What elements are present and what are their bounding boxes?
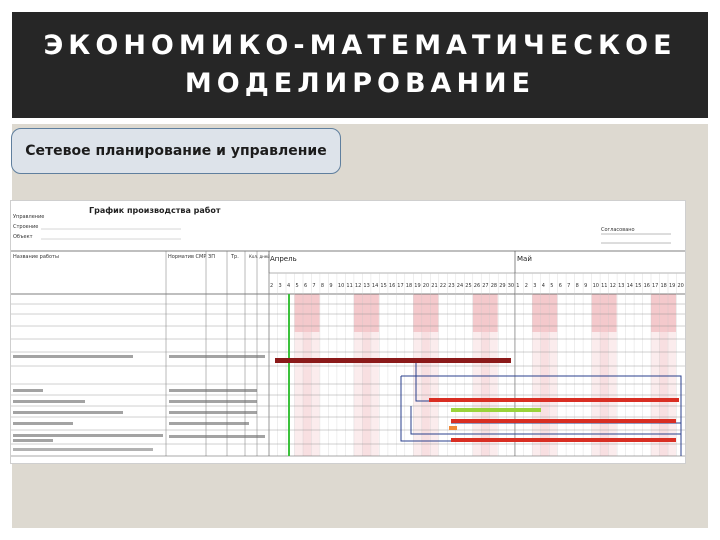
- day-label: 10: [337, 283, 345, 289]
- slide-header: [12, 12, 708, 118]
- day-label: 8: [320, 283, 325, 289]
- day-label: 5: [295, 283, 299, 289]
- milestone-marker: [449, 426, 457, 430]
- meta-label-management: Управление: [13, 214, 45, 220]
- day-label: 20: [422, 283, 430, 289]
- day-label: 3: [533, 283, 537, 289]
- weekend-cell: [362, 294, 379, 332]
- day-label: 8: [575, 283, 579, 289]
- gantt-title: График производства работ: [89, 206, 221, 215]
- day-label: 11: [601, 283, 608, 289]
- weekend-cell: [660, 294, 677, 332]
- month-may: Май: [517, 255, 532, 263]
- day-label: 26: [473, 283, 481, 289]
- weekend-cell: [481, 294, 498, 332]
- day-label: 4: [287, 283, 291, 289]
- day-label: 20: [677, 283, 684, 289]
- day-label: 2: [270, 283, 274, 289]
- column-header-name: Название работы: [13, 254, 59, 260]
- day-label: 30: [507, 283, 515, 289]
- day-label: 24: [456, 283, 464, 289]
- task-bar-1: [429, 398, 679, 402]
- day-label: 16: [388, 283, 396, 289]
- gantt-chart-image: [10, 200, 686, 464]
- task-bar-2: [451, 419, 676, 423]
- day-label: 28: [490, 283, 498, 289]
- day-label: 4: [541, 283, 545, 289]
- column-header-wage: ЗП: [208, 254, 215, 260]
- gantt-chart-svg: [11, 201, 685, 463]
- day-label: 22: [439, 283, 447, 289]
- meta-label-building: Строение: [13, 224, 39, 230]
- day-label: 18: [660, 283, 667, 289]
- weekend-cell-light: [422, 332, 439, 456]
- day-labels: [270, 283, 684, 289]
- day-label: 18: [405, 283, 413, 289]
- column-header-days: Кол. дней: [249, 254, 270, 259]
- day-label: 10: [592, 283, 599, 289]
- day-label: 6: [304, 283, 308, 289]
- day-label: 13: [363, 283, 370, 289]
- day-label: 11: [346, 283, 353, 289]
- day-label: 2: [524, 283, 528, 289]
- day-label: 5: [550, 283, 554, 289]
- column-header-labor: Тр.: [231, 254, 239, 260]
- subtitle-text: Сетевое планирование и управление: [25, 143, 327, 159]
- summary-bar: [275, 358, 511, 363]
- approval-label: Согласовано: [601, 227, 635, 233]
- weekend-cell-light: [481, 332, 498, 456]
- day-label: 14: [371, 283, 379, 289]
- day-label: 15: [635, 283, 642, 289]
- weekend-cell: [422, 294, 439, 332]
- day-label: 27: [482, 283, 489, 289]
- day-label: 1: [516, 283, 520, 289]
- day-label: 21: [431, 283, 438, 289]
- meta-label-object: Объект: [13, 234, 33, 240]
- slide-title: ЭКОНОМИКО-МАТЕМАТИЧЕСКОЕ МОДЕЛИРОВАНИЕ: [43, 30, 677, 99]
- day-label: 17: [652, 283, 659, 289]
- day-label: 7: [312, 283, 316, 289]
- day-label: 19: [414, 283, 421, 289]
- task-bar-3: [451, 438, 676, 442]
- day-label: 9: [584, 283, 588, 289]
- day-label: 13: [618, 283, 625, 289]
- column-header-norm: Норматив СМР: [168, 254, 207, 260]
- day-label: 17: [397, 283, 404, 289]
- day-label: 12: [354, 283, 362, 289]
- day-label: 9: [329, 283, 333, 289]
- day-label: 3: [278, 283, 282, 289]
- weekend-cell-light: [541, 332, 558, 456]
- weekend-cell: [541, 294, 558, 332]
- day-label: 14: [626, 283, 633, 289]
- weekend-cell-light: [600, 332, 617, 456]
- weekend-shading: [295, 294, 677, 456]
- day-label: 23: [448, 283, 455, 289]
- weekend-cell-light: [660, 332, 677, 456]
- day-label: 25: [465, 283, 472, 289]
- day-label: 29: [499, 283, 506, 289]
- progress-bar: [451, 408, 541, 412]
- weekend-cell-light: [362, 332, 379, 456]
- day-label: 15: [380, 283, 387, 289]
- day-label: 12: [609, 283, 616, 289]
- weekend-cell: [600, 294, 617, 332]
- day-label: 7: [567, 283, 571, 289]
- day-label: 16: [643, 283, 650, 289]
- day-label: 6: [558, 283, 562, 289]
- day-label: 19: [669, 283, 676, 289]
- month-april: Апрель: [270, 255, 297, 263]
- subtitle-callout: [11, 128, 341, 174]
